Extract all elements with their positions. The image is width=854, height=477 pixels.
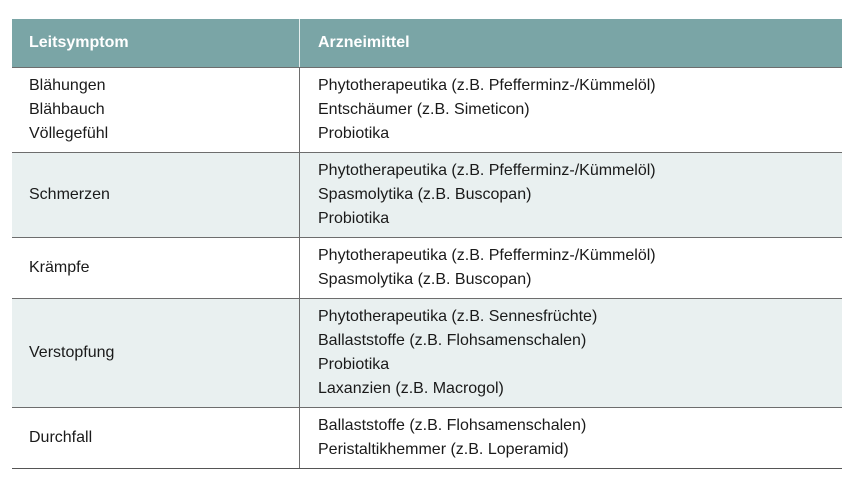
symptom-cell bbox=[12, 238, 300, 298]
medication-text: Peristaltikhemmer (z.B. Loperamid) bbox=[318, 441, 569, 458]
symptom-text: Völlegefühl bbox=[29, 125, 109, 142]
table-row bbox=[12, 237, 842, 298]
symptom-text: Schmerzen bbox=[29, 186, 110, 203]
medication-cell bbox=[300, 153, 842, 237]
header-symptom: Leitsymptom bbox=[12, 19, 300, 67]
symptom-text: Krämpfe bbox=[29, 259, 90, 276]
medication-text: Phytotherapeutika (z.B. Pfefferminz-/Kümmelöl) bbox=[318, 77, 656, 94]
symptom-cell bbox=[12, 68, 300, 152]
symptom-text: Blähbauch bbox=[29, 101, 105, 118]
table-header bbox=[12, 19, 842, 67]
medication-text: Ballaststoffe (z.B. Flohsamenschalen) bbox=[318, 332, 587, 349]
medication-text: Probiotika bbox=[318, 210, 390, 227]
medication-text: Phytotherapeutika (z.B. Sennesfrüchte) bbox=[318, 308, 598, 325]
table-row bbox=[12, 67, 842, 152]
symptom-medication-table bbox=[12, 19, 842, 469]
symptom-text: Blähungen bbox=[29, 77, 106, 94]
symptom-text: Verstopfung bbox=[29, 344, 115, 361]
medication-text: Probiotika bbox=[318, 356, 390, 373]
medication-cell bbox=[300, 299, 842, 407]
medication-text: Phytotherapeutika (z.B. Pfefferminz-/Kümmelöl) bbox=[318, 162, 656, 179]
table-row bbox=[12, 407, 842, 468]
medication-text: Spasmolytika (z.B. Buscopan) bbox=[318, 271, 532, 288]
symptom-cell bbox=[12, 408, 300, 468]
medication-text: Phytotherapeutika (z.B. Pfefferminz-/Kümmelöl) bbox=[318, 247, 656, 264]
symptom-text: Durchfall bbox=[29, 429, 93, 446]
table-body bbox=[12, 67, 842, 468]
medication-text: Probiotika bbox=[318, 125, 390, 142]
medication-text: Laxanzien (z.B. Macrogol) bbox=[318, 380, 504, 397]
symptom-cell bbox=[12, 299, 300, 407]
medication-text: Entschäumer (z.B. Simeticon) bbox=[318, 101, 530, 118]
table-row bbox=[12, 152, 842, 237]
symptom-cell bbox=[12, 153, 300, 237]
medication-text: Spasmolytika (z.B. Buscopan) bbox=[318, 186, 532, 203]
medication-cell bbox=[300, 68, 842, 152]
medication-text: Ballaststoffe (z.B. Flohsamenschalen) bbox=[318, 417, 587, 434]
medication-cell bbox=[300, 408, 842, 468]
table-row bbox=[12, 298, 842, 407]
header-medication: Arzneimittel bbox=[318, 34, 410, 51]
medication-cell bbox=[300, 238, 842, 298]
